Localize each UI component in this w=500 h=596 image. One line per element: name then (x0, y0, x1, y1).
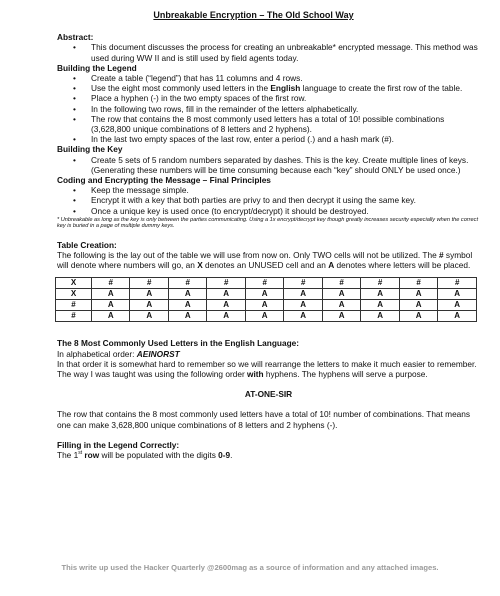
table-creation-paragraph: The following is the lay out of the table we will use from now on. Only TWO cells will not be utilized. The # symbol will denote where numbers will go, an X denotes an UNUSED cell and an A denotes where letters will be placed. (57, 250, 473, 271)
abstract-heading: Abstract: (57, 32, 94, 43)
key-item: • Create 5 sets of 5 random numbers separated by dashes. This is the key. Create multiple lines of keys. (Generating these numbers will be time consuming because each “key” should ONLY be used once.) (91, 155, 480, 175)
filling-line: The 1st row will be populated with the digits 0-9. (57, 450, 233, 461)
legend-table-row (56, 288, 477, 299)
legend-table-cell: X (56, 288, 92, 299)
legend-table-cell: A (399, 311, 437, 322)
legend-table-cell: # (92, 277, 130, 288)
legend-table-cell: # (399, 277, 437, 288)
legend-table-cell: A (399, 288, 437, 299)
legend-table (55, 277, 477, 323)
coding-item: • Keep the message simple. (91, 185, 480, 195)
abstract-list (57, 42, 480, 62)
legend-table-cell: # (245, 277, 283, 288)
legend-table-cell: # (56, 300, 92, 311)
legend-table-cell: # (207, 277, 245, 288)
legend-table-row (56, 300, 477, 311)
legend-table-cell: A (92, 288, 130, 299)
coding-heading: Coding and Encrypting the Message – Final Principles (57, 175, 271, 186)
coding-list (57, 185, 480, 216)
document-title: Unbreakable Encryption – The Old School Way (153, 10, 354, 20)
legend-table-cell: # (56, 311, 92, 322)
legend-item: • Create a table (“legend”) that has 11 columns and 4 rows. (91, 73, 480, 83)
legend-item: • Place a hyphen (-) in the two empty spaces of the first row. (91, 93, 480, 103)
key-list (57, 155, 480, 175)
legend-table-cell: A (245, 300, 283, 311)
legend-table-cell: A (361, 288, 399, 299)
footer-credit: This write up used the Hacker Quarterly @2600mag as a source of information and any attached images. (61, 563, 439, 572)
legend-table-cell: A (168, 300, 206, 311)
legend-table-cell: A (207, 288, 245, 299)
legend-table-cell: A (322, 288, 360, 299)
legend-table-row (56, 277, 477, 288)
legend-table-cell: A (130, 311, 168, 322)
abstract-item: • This document discusses the process for creating an unbreakable* encrypted message. This method was used during WW II and is still used by field agents today. (91, 42, 480, 62)
legend-list (57, 73, 480, 144)
legend-table-cell: A (361, 311, 399, 322)
legend-table-cell: # (284, 277, 322, 288)
legend-table-row (56, 311, 477, 322)
legend-item: • Use the eight most commonly used letters in the English language to create the first row of the table. (91, 83, 480, 93)
legend-table-cell: # (168, 277, 206, 288)
legend-table-cell: A (168, 288, 206, 299)
legend-table-cell: # (438, 277, 477, 288)
letters-paragraph: In that order it is somewhat hard to remember so we will rearrange the letters to make it much easier to remember. (57, 358, 477, 369)
letters-paragraph: The way I was taught was using the following order with hyphens. The hyphens will serve a purpose. (57, 369, 428, 380)
filling-heading: Filling in the Legend Correctly: (57, 439, 180, 450)
letters-paragraph: The row that contains the 8 most commonly used letters have a total of 10! number of combinations. That means one can make 3,628,800 unique combinations of 8 letters and 2 hyphens (-). (57, 409, 471, 430)
legend-table-cell: A (438, 311, 477, 322)
legend-table-cell: # (361, 277, 399, 288)
legend-item: • The row that contains the 8 most commonly used letters has a total of 10! possible combinations (3,628,800 unique combinations of 8 letters and 2 hyphens). (91, 114, 480, 134)
legend-table-cell: A (130, 288, 168, 299)
legend-table-cell: A (361, 300, 399, 311)
legend-table-cell: A (322, 311, 360, 322)
footnote: * Unbreakable as long as the key is only between the parties communicating. Using a 1x encrypt/decrypt key though greatly increases security especially when the correct key is buried in a page of multiple dummy keys. (57, 216, 478, 230)
legend-table-cell: A (92, 311, 130, 322)
legend-table-cell: A (284, 288, 322, 299)
legend-table-cell: X (56, 277, 92, 288)
legend-heading: Building the Legend (57, 62, 137, 73)
legend-table-cell: A (284, 300, 322, 311)
legend-table-cell: A (438, 300, 477, 311)
legend-table-cell: A (92, 300, 130, 311)
mnemonic: AT-ONE-SIR (244, 389, 293, 400)
key-heading: Building the Key (57, 144, 123, 155)
legend-item: • In the last two empty spaces of the last row, enter a period (.) and a hash mark (#). (91, 134, 480, 144)
legend-table-cell: A (284, 311, 322, 322)
legend-table-cell: A (245, 288, 283, 299)
coding-item: • Encrypt it with a key that both parties are privy to and then decrypt it using the same key. (91, 195, 480, 205)
table-creation-heading: Table Creation: (57, 240, 117, 251)
legend-table-cell: A (438, 288, 477, 299)
coding-item: • Once a unique key is used once (to encrypt/decrypt) it should be destroyed. (91, 206, 480, 216)
legend-table-cell: # (130, 277, 168, 288)
legend-table-cell: A (322, 300, 360, 311)
letters-heading: The 8 Most Commonly Used Letters in the English Language: (57, 338, 300, 349)
legend-table-cell: A (207, 300, 245, 311)
legend-table-cell: A (245, 311, 283, 322)
legend-table-cell: A (168, 311, 206, 322)
legend-item: • In the following two rows, fill in the remainder of the letters alphabetically. (91, 104, 480, 114)
legend-table-cell: # (322, 277, 360, 288)
legend-table-cell: A (130, 300, 168, 311)
legend-table-cell: A (399, 300, 437, 311)
letters-order: In alphabetical order: AEINORST (57, 348, 180, 359)
legend-table-cell: A (207, 311, 245, 322)
